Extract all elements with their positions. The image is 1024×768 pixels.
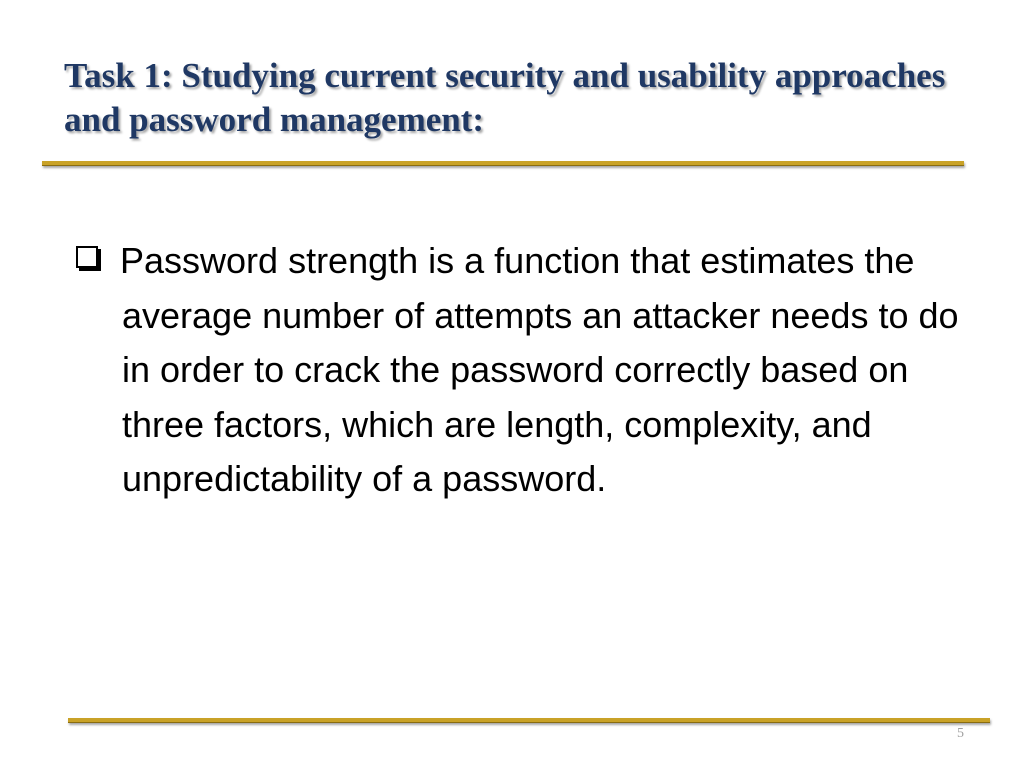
title-divider — [42, 161, 964, 166]
slide-title: Task 1: Studying current security and usability approaches and password management: — [64, 56, 946, 139]
hollow-square-bullet-icon — [76, 246, 98, 268]
page-number: 5 — [957, 726, 964, 741]
footer-divider — [68, 718, 990, 723]
bullet-text: Password strength is a function that estimates the average number of attempts an attacker needs to do in order to crack the password correctly based on three factors, which are length, complexity, and unpredictability of a password. — [120, 240, 959, 499]
bullet-item — [72, 234, 962, 507]
